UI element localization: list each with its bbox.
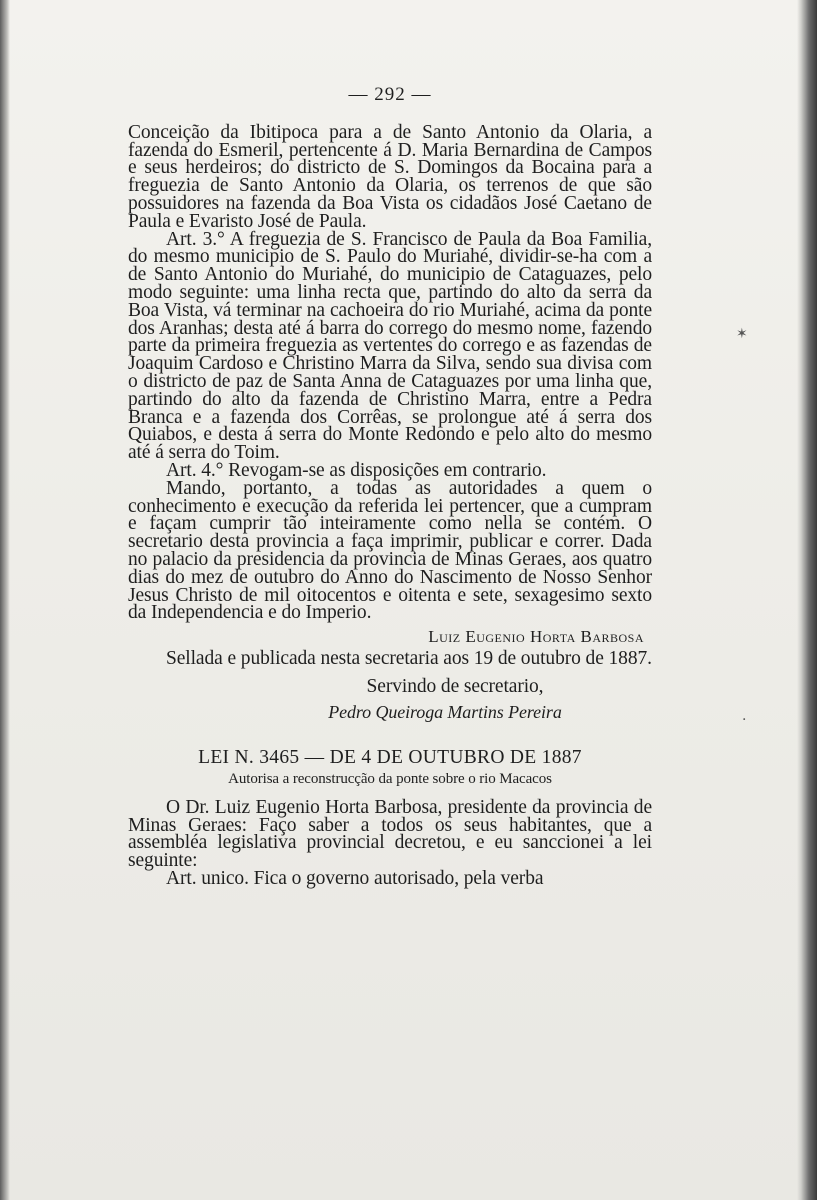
margin-mark: · bbox=[742, 712, 747, 728]
law-intro-paragraph: O Dr. Luiz Eugenio Horta Barbosa, presidente da provincia de Minas Geraes: Faço saber a todos os seus habitantes, que a assembléa legislativa provincial decretou, e eu sanccionei a lei seguinte: bbox=[128, 796, 652, 872]
law-title: LEI N. 3465 — DE 4 DE OUTUBRO DE 1887 bbox=[198, 747, 582, 769]
mando-paragraph: Mando, portanto, a todas as autoridades a quem o conhecimento e execução da referida lei pertencer, que a cumpram e façam cumprir tão inteiramente como nella se contém. O secretario desta provincia a faça imprimir, publicar e correr. Dada no palacio da presidencia da provincia de Minas Geraes, aos quatro dias do mez de outubro do Anno do Nascimento de Nosso Senhor Jesus Christo de mil oitocentos e oitenta e sete, sexagesimo sexto da Independencia e do Imperio. bbox=[128, 477, 652, 624]
article-3-paragraph: Art. 3.° A freguezia de S. Francisco de Paula da Boa Familia, do mesmo municipio de S. Paulo do Muriahé, dividir-se-ha com a de Santo Antonio do Muriahé, do municipio de Cataguazes, pelo modo seguinte: uma linha recta que, partindo do alto da serra da Boa Vista, vá terminar na cachoeira do rio Muriahé, acima da ponte dos Aranhas; desta até á barra do corrego do mesmo nome, fazendo parte da primeira freguezia as vertentes do corrego e as fazendas de Joaquim Cardoso e Christino Marra da Silva, sendo sua divisa com o districto de paz de Santa Anna de Cataguazes por uma linha que, partindo do alto da fazenda de Christino Marra, entre a Pedra Branca e a fazenda dos Corrêas, se prolongue até á serra dos Quiabos, e desta á serra do Monte Redondo e pelo alto do mesmo até á serra do Toim. bbox=[128, 228, 652, 464]
page-number: — 292 — bbox=[348, 84, 432, 105]
sole-article-paragraph: Art. unico. Fica o governo autorisado, pela verba bbox=[166, 868, 544, 890]
page-left-edge-shadow bbox=[0, 0, 10, 1200]
sealed-paragraph: Sellada e publicada nesta secretaria aos 19 de outubro de 1887. bbox=[166, 647, 652, 669]
page-right-edge-shadow bbox=[797, 0, 817, 1200]
secretary-signature: Pedro Queiroga Martins Pereira bbox=[328, 701, 562, 722]
margin-mark: ✶ bbox=[736, 326, 748, 342]
opening-paragraph: Conceição da Ibitipoca para a de Santo Antonio da Olaria, a fazenda do Esmeril, pertencente á D. Maria Bernardina de Campos e seus herdeiros; do districto de S. Domingos da Bocaina para a freguezia de Santo Antonio da Olaria, os terrenos de que são possuidores na fazenda da Boa Vista os cidadãos José Caetano de Paula e Evaristo José de Paula. bbox=[128, 121, 652, 232]
served-as-secretary-line: Servindo de secretario, bbox=[366, 675, 544, 697]
article-4-paragraph: Art. 4.° Revogam-se as disposições em contrario. bbox=[166, 459, 547, 481]
president-signature: Luiz Eugenio Horta Barbosa bbox=[428, 627, 644, 647]
document-body bbox=[128, 86, 652, 888]
law-subtitle: Autorisa a reconstrucção da ponte sobre o rio Macacos bbox=[228, 771, 552, 788]
